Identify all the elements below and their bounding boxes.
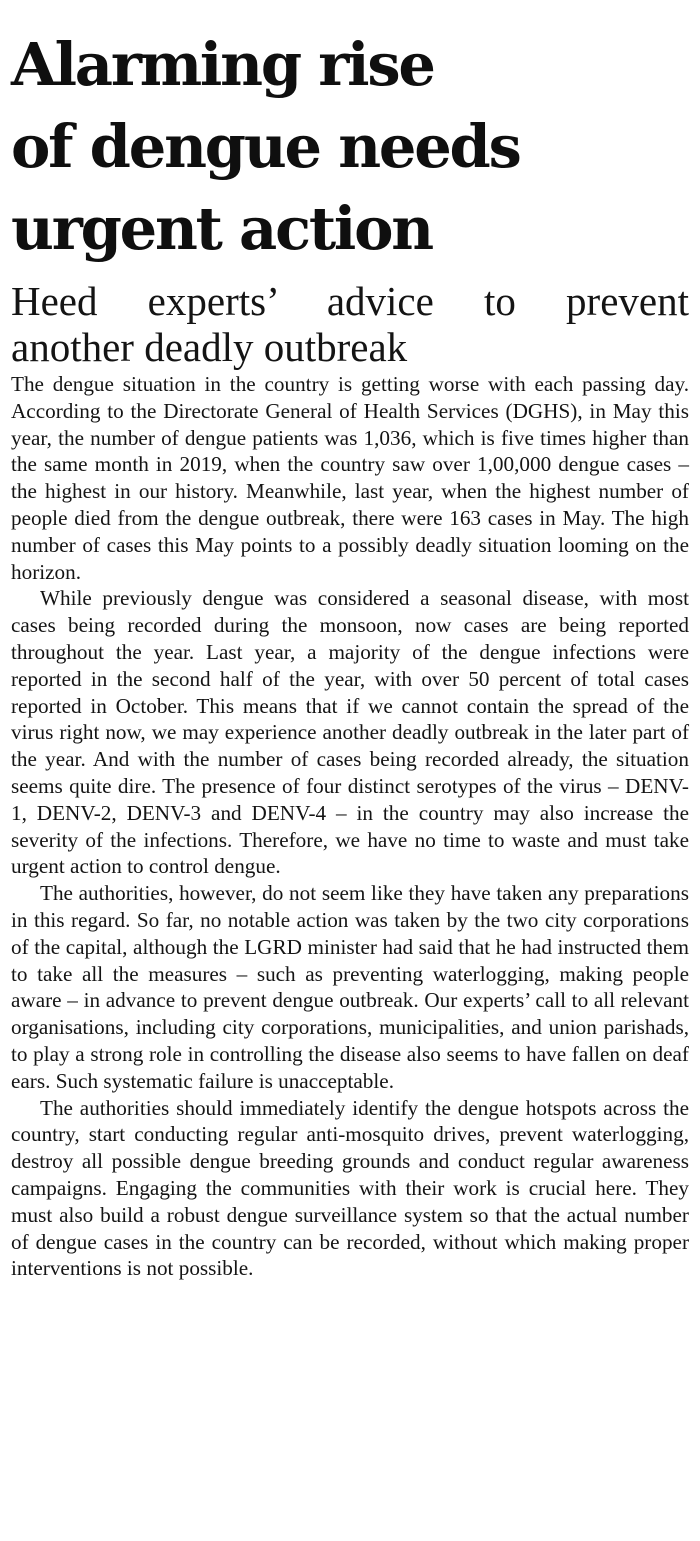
subheadline-line-2: another deadly outbreak [11, 324, 408, 370]
body-paragraph-1: The dengue situation in the country is getting worse with each passing day. According to the Directorate General of Health Services (DGHS), in May this year, the number of dengue patients was 1,036, which is five times higher than the same month in 2019, when the country saw over 1,00,000 dengue cases – the highest in our history. Meanwhile, last year, when the highest number of people died from the dengue outbreak, there were 163 cases in May. The high number of cases this May points to a possibly deadly situation looming on the horizon. [11, 372, 689, 584]
editorial-article [11, 24, 689, 1282]
article-body [11, 371, 689, 1282]
headline-line-3: urgent action [11, 194, 432, 263]
body-paragraph-4: The authorities should immediately identify the dengue hotspots across the country, start conducting regular anti-mosquito drives, prevent waterlogging, destroy all possible dengue breeding grounds and conduct regular awareness campaigns. Engaging the communities with their work is crucial here. They must also build a robust dengue surveillance system so that the actual number of dengue cases in the country can be recorded, without which making proper interventions is not possible. [11, 1095, 689, 1281]
headline-line-2: of dengue needs [11, 112, 520, 181]
subheadline [11, 278, 689, 370]
headline [11, 24, 689, 270]
body-paragraph-2: While previously dengue was considered a seasonal disease, with most cases being recorded during the monsoon, now cases are being reported throughout the year. Last year, a majority of the dengue infections were reported in the second half of the year, with over 50 percent of total cases reported in October. This means that if we cannot contain the spread of the virus right now, we may experience another deadly outbreak in the later part of the year. And with the number of cases being recorded already, the situation seems quite dire. The presence of four distinct serotypes of the virus – DENV-1, DENV-2, DENV-3 and DENV-4 – in the country may also increase the severity of the infections. Therefore, we have no time to waste and must take urgent action to control dengue. [11, 586, 689, 879]
body-paragraph-3: The authorities, however, do not seem like they have taken any preparations in this regard. So far, no notable action was taken by the two city corporations of the capital, although the LGRD minister had said that he had instructed them to take all the measures – such as preventing waterlogging, making people aware – in advance to prevent dengue outbreak. Our experts’ call to all relevant organisations, including city corporations, municipalities, and union parishads, to play a strong role in controlling the disease also seems to have fallen on deaf ears. Such systematic failure is unacceptable. [11, 881, 689, 1093]
headline-line-1: Alarming rise [11, 30, 434, 99]
subheadline-line-1: Heed experts’ advice to prevent [11, 278, 689, 324]
